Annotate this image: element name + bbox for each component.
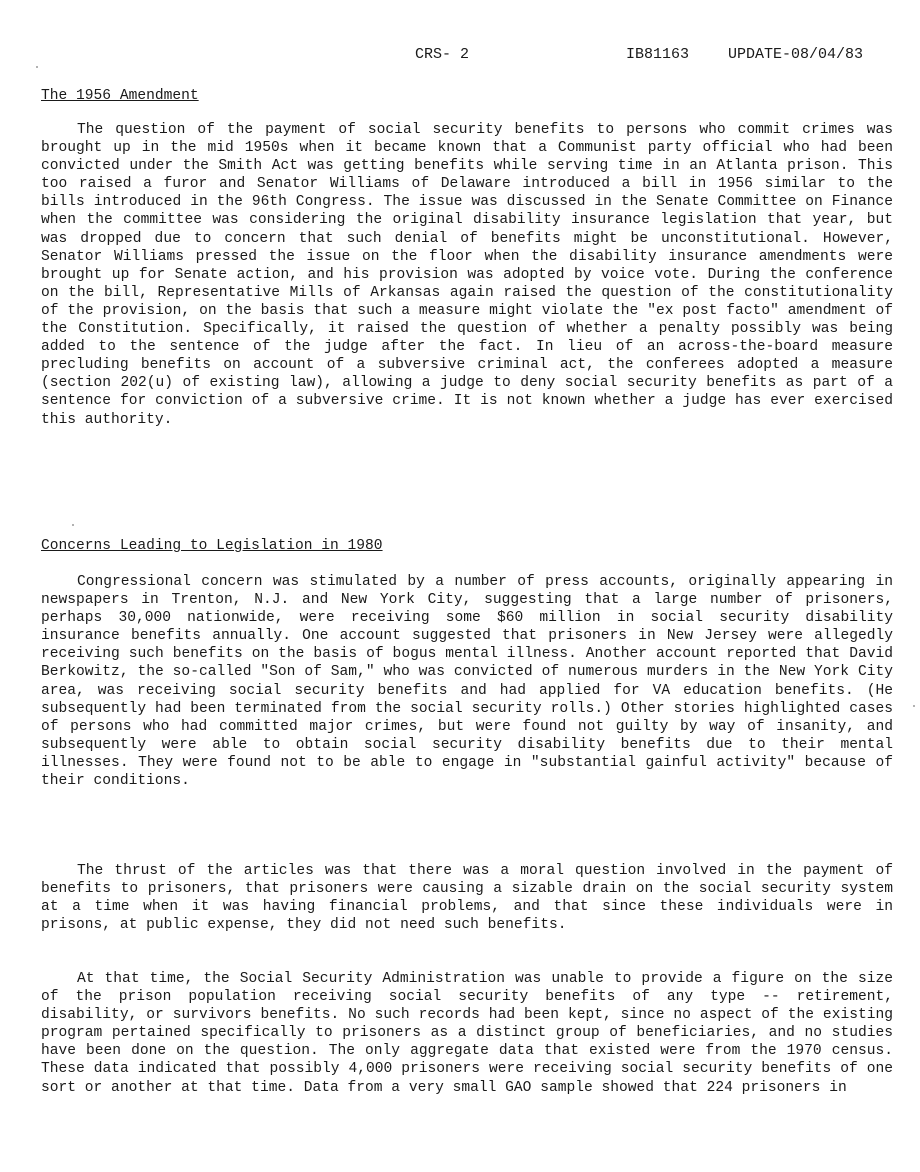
paragraph-concerns-1: Congressional concern was stimulated by a number of press accounts, originally appearing in newspapers in Trenton, N.J. and New York City, suggesting that a large number of prisoners, perhaps 30,000 nationwide, were receiving some $60 million in social security disability insurance benefits annually. One account suggested that prisoners in New Jersey were allegedly receiving such benefits on the basis of bogus mental illness. Another account reported that David Berkowitz, the so-called "Son of Sam," who was convicted of numerous murders in the New York City area, was receiving social security benefits and had applied for VA education benefits. (He subsequently had been terminated from the social security rolls.) Other stories highlighted cases of persons who had committed major crimes, but were found not guilty by way of insanity, and subsequently were able to obtain social security disability benefits due to their mental illnesses. They were found not to be able to engage in "substantial gainful activity" because of their conditions. — [41, 574, 893, 790]
scan-speck — [913, 705, 915, 707]
page-header — [0, 46, 920, 66]
paragraph-1956-amendment: The question of the payment of social security benefits to persons who commit crimes was brought up in the mid 1950s when it became known that a Communist party official who had been convicted under the Smith Act was getting benefits while serving time in an Atlanta prison. This too raised a furor and Senator Williams of Delaware introduced a bill in 1956 similar to the bills introduced in the 96th Congress. The issue was discussed in the Senate Committee on Finance when the committee was considering the original disability insurance legislation that year, but was dropped due to concern that such denial of benefits might be unconstitutional. However, Senator Williams pressed the issue on the floor when the disability insurance amendments were brought up for Senate action, and his provision was adopted by voice vote. During the conference on the bill, Representative Mills of Arkansas again raised the question of the constitutionality of the provision, on the basis that such a measure might violate the "ex post facto" amendment of the Constitution. Specifically, it raised the question of whether a penalty possibly was being added to the sentence of the judge after the fact. In lieu of an across-the-board measure precluding benefits on account of a subversive criminal act, the conferees adopted a measure (section 202(u) of existing law), allowing a judge to deny social security benefits as part of a sentence for conviction of a subversive crime. It is not known whether a judge has ever exercised this authority. — [41, 122, 893, 428]
scan-speck — [36, 66, 38, 68]
scan-speck — [72, 524, 74, 526]
report-id: IB81163 — [626, 46, 690, 63]
section-heading-concerns-1980: Concerns Leading to Legislation in 1980 — [41, 538, 383, 554]
paragraph-concerns-2: The thrust of the articles was that there was a moral question involved in the payment of benefits to prisoners, that prisoners were causing a sizable drain on the social security system at a time when it was having financial problems, and that since these individuals were in prisons, at public expense, they did not need such benefits. — [41, 863, 893, 934]
section-heading-1956-amendment: The 1956 Amendment — [41, 88, 199, 104]
page-number: CRS- 2 — [415, 46, 470, 63]
paragraph-concerns-3: At that time, the Social Security Administration was unable to provide a figure on the size of the prison population receiving social security benefits of any type -- retirement, disability, or survivors benefits. No such records had been kept, since no aspect of the existing program pertained specifically to prisoners as a distinct group of beneficiaries, and no studies have been done on the question. The only aggregate data that existed were from the 1970 census. These data indicated that possibly 4,000 prisoners were receiving social security benefits of one sort or another at that time. Data from a very small GAO sample showed that 224 prisoners in — [41, 971, 893, 1096]
update-date: UPDATE-08/04/83 — [728, 46, 864, 63]
